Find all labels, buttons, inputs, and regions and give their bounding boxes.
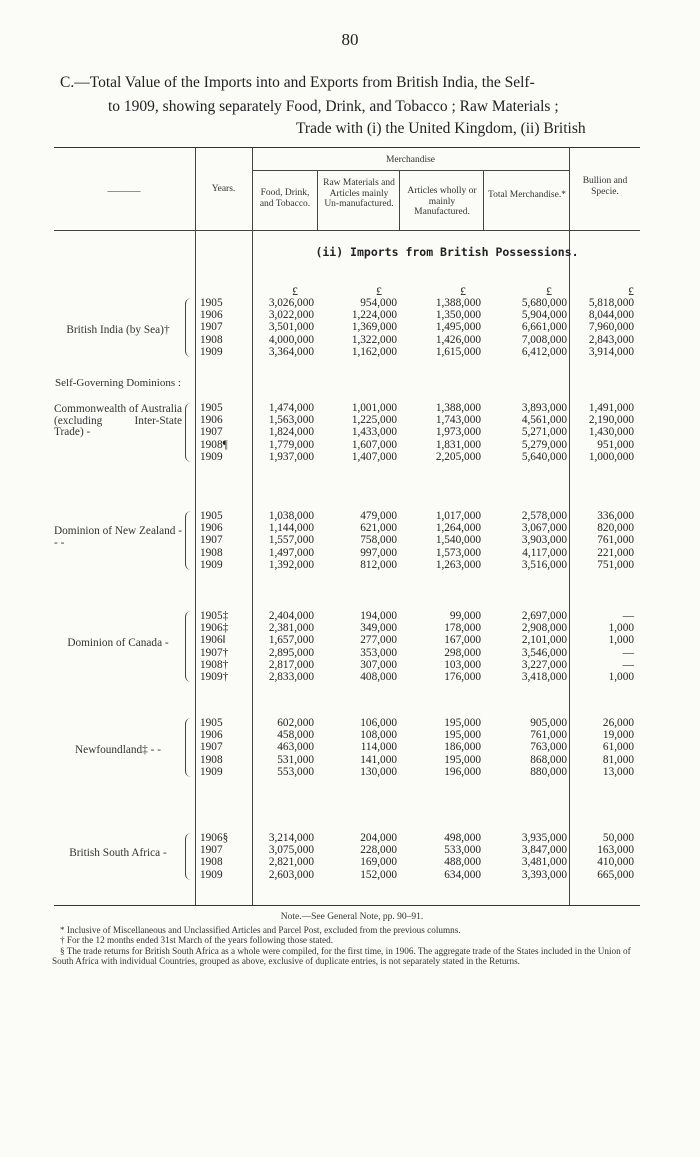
cell-total: 3,067,000 — [521, 522, 567, 535]
cell-articles: 1,263,000 — [435, 558, 481, 571]
currency-food: £ — [292, 284, 298, 298]
cell-total: 2,908,000 — [521, 622, 567, 635]
cell-articles: 634,000 — [444, 868, 481, 881]
cell-total: 905,000 — [530, 717, 567, 729]
cell-raw: 1,224,000 — [351, 309, 397, 322]
group-label: Dominion of New Zealand - - - — [54, 525, 182, 549]
cell-food: 1,563,000 — [268, 414, 314, 427]
cell-bullion: 7,960,000 — [588, 321, 634, 334]
cell-food: 1,779,000 — [268, 438, 314, 451]
cell-raw: 1,407,000 — [351, 450, 397, 463]
cell-bullion: 221,000 — [597, 546, 634, 559]
cell-food: 1,497,000 — [268, 546, 314, 559]
table-row — [54, 659, 640, 671]
cell-articles: 1,743,000 — [435, 414, 481, 427]
group-label: Dominion of Canada - — [67, 637, 169, 649]
header-merchandise: Merchandise — [385, 155, 436, 165]
cell-bullion: 163,000 — [597, 844, 634, 857]
cell-food: 553,000 — [277, 765, 314, 778]
cell-total: 4,117,000 — [522, 546, 567, 559]
currency-raw: £ — [376, 284, 382, 298]
cell-year: 1906‡ — [200, 622, 229, 635]
cell-year: 1906‖ — [200, 634, 226, 647]
cell-bullion: 820,000 — [597, 522, 634, 535]
cell-bullion: 81,000 — [602, 753, 634, 766]
cell-raw: 758,000 — [360, 534, 397, 547]
cell-bullion: 1,000 — [608, 671, 634, 683]
table-row — [54, 844, 640, 856]
cell-food: 4,000,000 — [268, 333, 314, 346]
page-number: 80 — [341, 30, 359, 49]
cell-raw: 130,000 — [360, 765, 397, 778]
cell-food: 2,821,000 — [268, 856, 314, 869]
cell-raw: 277,000 — [360, 634, 397, 647]
cell-raw: 1,001,000 — [351, 402, 397, 414]
cell-total: 2,697,000 — [521, 610, 567, 622]
cell-year: 1906 — [200, 414, 223, 427]
cell-year: 1908 — [200, 856, 223, 869]
general-note: Note.—See General Note, pp. 90–91. — [280, 912, 424, 922]
title-line-3: Trade with (i) the United Kingdom, (ii) British — [296, 120, 586, 137]
table-row — [54, 856, 640, 868]
cell-total: 3,393,000 — [521, 868, 567, 881]
cell-raw: 1,162,000 — [351, 345, 397, 358]
cell-raw: 1,607,000 — [351, 438, 397, 451]
cell-articles: 178,000 — [444, 622, 481, 635]
cell-total: 3,418,000 — [521, 671, 567, 683]
cell-food: 3,075,000 — [268, 844, 314, 857]
cell-total: 868,000 — [530, 753, 567, 766]
cell-bullion: 13,000 — [602, 765, 634, 778]
cell-bullion: 761,000 — [597, 534, 634, 547]
cell-year: 1905 — [200, 510, 223, 522]
cell-year: 1905 — [200, 297, 223, 309]
cell-articles: 2,205,000 — [435, 450, 481, 463]
cell-total: 5,271,000 — [521, 426, 567, 439]
table-row — [54, 717, 640, 729]
currency-bullion: £ — [628, 284, 634, 298]
cell-bullion: 410,000 — [597, 856, 634, 869]
cell-articles: 1,615,000 — [435, 345, 481, 358]
imports-table — [54, 147, 640, 906]
title-line-1: C.—Total Value of the Imports into and Exports from British India, the Self- — [60, 74, 535, 91]
cell-raw: 114,000 — [360, 741, 397, 754]
cell-articles: 533,000 — [444, 844, 481, 857]
cell-year: 1906§ — [200, 832, 229, 844]
cell-bullion: — — [622, 658, 634, 671]
cell-food: 1,824,000 — [268, 426, 314, 439]
cell-total: 3,516,000 — [521, 558, 567, 571]
notes — [52, 912, 652, 967]
cell-total: 6,412,000 — [521, 345, 567, 358]
cell-articles: 103,000 — [444, 658, 481, 671]
section-title: (ii) Imports from British Possessions. — [315, 245, 579, 259]
cell-articles: 1,973,000 — [435, 426, 481, 439]
cell-total: 880,000 — [530, 765, 567, 778]
cell-food: 3,364,000 — [268, 345, 314, 358]
cell-raw: 194,000 — [360, 610, 397, 622]
table-row — [54, 414, 640, 426]
cell-total: 3,903,000 — [521, 534, 567, 547]
cell-year: 1906 — [200, 729, 223, 742]
table-row — [54, 309, 640, 321]
cell-bullion: — — [622, 646, 634, 659]
cell-raw: 621,000 — [360, 522, 397, 535]
cell-bullion: 61,000 — [602, 741, 634, 754]
table-row — [54, 547, 640, 559]
cell-food: 2,895,000 — [268, 646, 314, 659]
rule-food — [317, 170, 318, 230]
group-label: Commonwealth of Australia (excluding Inter-State Trade) - — [54, 403, 183, 438]
table-row — [54, 451, 640, 463]
cell-articles: 1,388,000 — [435, 297, 481, 309]
cell-raw: 204,000 — [360, 832, 397, 844]
cell-food: 2,381,000 — [268, 622, 314, 635]
cell-total: 3,935,000 — [521, 832, 567, 844]
cell-year: 1907 — [200, 321, 223, 334]
cell-year: 1905 — [200, 402, 223, 414]
cell-raw: 152,000 — [360, 868, 397, 881]
cell-bullion: 336,000 — [597, 510, 634, 522]
cell-bullion: 5,818,000 — [588, 297, 634, 309]
footnote-section: § The trade returns for British South Africa as a whole were compiled, for the first time, in 1906. The aggregate trade of the States included in the Union of South Africa with individual Countries, grouped as above, exclusive of duplicate entries, is not separately stated in the Returns. — [52, 945, 631, 966]
table-row — [54, 610, 640, 622]
cell-food: 531,000 — [277, 753, 314, 766]
cell-food: 2,833,000 — [268, 671, 314, 683]
cell-raw: 997,000 — [360, 546, 397, 559]
cell-raw: 1,369,000 — [351, 321, 397, 334]
cell-articles: 99,000 — [449, 610, 481, 622]
cell-articles: 1,831,000 — [435, 438, 481, 451]
cell-total: 5,680,000 — [521, 297, 567, 309]
group-label: British South Africa - — [69, 847, 167, 859]
cell-year: 1909† — [200, 671, 229, 683]
table-row — [54, 402, 640, 414]
cell-food: 2,603,000 — [268, 868, 314, 881]
table-row — [54, 671, 640, 683]
currency-total: £ — [546, 284, 552, 298]
cell-food: 3,501,000 — [268, 321, 314, 334]
cell-total: 3,847,000 — [521, 844, 567, 857]
rule-header-bottom — [54, 230, 640, 231]
table-row — [54, 439, 640, 451]
table-row — [54, 622, 640, 634]
cell-articles: 1,495,000 — [435, 321, 481, 334]
cell-bullion: 1,000 — [608, 622, 634, 635]
cell-year: 1909 — [200, 868, 223, 881]
cell-raw: 106,000 — [360, 717, 397, 729]
header-years: Years. — [211, 184, 236, 194]
cell-food: 1,657,000 — [268, 634, 314, 647]
cell-food: 1,937,000 — [268, 450, 314, 463]
cell-total: 3,481,000 — [521, 856, 567, 869]
currency-articles: £ — [460, 284, 466, 298]
cell-year: 1909 — [200, 558, 223, 571]
cell-articles: 195,000 — [444, 717, 481, 729]
header-bullion: Bullion and Specie. — [582, 176, 628, 197]
table-row — [54, 321, 640, 333]
cell-food: 3,026,000 — [268, 297, 314, 309]
cell-articles: 1,264,000 — [435, 522, 481, 535]
cell-year: 1908 — [200, 333, 223, 346]
cell-food: 3,214,000 — [268, 832, 314, 844]
cell-articles: 1,017,000 — [435, 510, 481, 522]
cell-year: 1905 — [200, 717, 223, 729]
cell-year: 1905‡ — [200, 610, 229, 622]
header-articles: Articles wholly or mainly Manufactured. — [407, 186, 477, 217]
cell-total: 3,227,000 — [521, 658, 567, 671]
table-row — [54, 741, 640, 753]
cell-bullion: — — [622, 610, 634, 622]
cell-food: 458,000 — [277, 729, 314, 742]
cell-raw: 1,225,000 — [351, 414, 397, 427]
cell-bullion: 2,190,000 — [588, 414, 634, 427]
cell-raw: 812,000 — [360, 558, 397, 571]
cell-raw: 1,433,000 — [351, 426, 397, 439]
cell-bullion: 50,000 — [602, 832, 634, 844]
cell-articles: 195,000 — [444, 729, 481, 742]
cell-articles: 1,573,000 — [435, 546, 481, 559]
footnote-star: * Inclusive of Miscellaneous and Unclassified Articles and Parcel Post, excluded from the previous columns. — [60, 924, 461, 935]
cell-articles: 298,000 — [444, 646, 481, 659]
table-row — [54, 510, 640, 522]
table-row — [54, 522, 640, 534]
cell-total: 6,661,000 — [521, 321, 567, 334]
table-row — [54, 426, 640, 438]
cell-articles: 1,388,000 — [435, 402, 481, 414]
cell-total: 2,578,000 — [521, 510, 567, 522]
cell-year: 1906 — [200, 522, 223, 535]
self-governing-label: Self-Governing Dominions : — [55, 377, 181, 389]
cell-total: 3,893,000 — [521, 402, 567, 414]
cell-total: 5,640,000 — [521, 450, 567, 463]
cell-year: 1907 — [200, 844, 223, 857]
cell-articles: 176,000 — [444, 671, 481, 683]
cell-year: 1907 — [200, 426, 223, 439]
cell-raw: 228,000 — [360, 844, 397, 857]
cell-bullion: 3,914,000 — [588, 345, 634, 358]
cell-year: 1908 — [200, 753, 223, 766]
cell-raw: 141,000 — [360, 753, 397, 766]
table-row — [54, 559, 640, 571]
cell-articles: 488,000 — [444, 856, 481, 869]
rule-articles — [483, 170, 484, 230]
cell-food: 3,022,000 — [268, 309, 314, 322]
table-row — [54, 534, 640, 546]
cell-articles: 1,350,000 — [435, 309, 481, 322]
cell-bullion: 26,000 — [602, 717, 634, 729]
cell-articles: 196,000 — [444, 765, 481, 778]
cell-articles: 1,426,000 — [435, 333, 481, 346]
cell-raw: 479,000 — [360, 510, 397, 522]
table-row — [54, 766, 640, 778]
cell-food: 1,557,000 — [268, 534, 314, 547]
cell-year: 1909 — [200, 765, 223, 778]
cell-food: 1,144,000 — [268, 522, 314, 535]
cell-food: 1,038,000 — [268, 510, 314, 522]
table-row — [54, 346, 640, 358]
cell-food: 2,404,000 — [268, 610, 314, 622]
header-total: Total Merchandise.* — [488, 190, 566, 200]
cell-year: 1907 — [200, 534, 223, 547]
cell-year: 1908 — [200, 546, 223, 559]
table-row — [54, 832, 640, 844]
table-row — [54, 334, 640, 346]
cell-food: 2,817,000 — [268, 658, 314, 671]
cell-total: 4,561,000 — [521, 414, 567, 427]
cell-raw: 108,000 — [360, 729, 397, 742]
cell-bullion: 19,000 — [602, 729, 634, 742]
header-label-col: ——— — [107, 185, 141, 197]
cell-articles: 498,000 — [444, 832, 481, 844]
group-label: British India (by Sea)† — [66, 324, 170, 336]
header-food: Food, Drink, and Tobacco. — [259, 188, 311, 209]
cell-food: 1,392,000 — [268, 558, 314, 571]
cell-raw: 408,000 — [360, 671, 397, 683]
rule-raw — [399, 170, 400, 230]
cell-year: 1907 — [200, 741, 223, 754]
rule-merch-under — [252, 170, 569, 171]
table-row — [54, 297, 640, 309]
cell-year: 1909 — [200, 345, 223, 358]
table-row — [54, 729, 640, 741]
cell-bullion: 951,000 — [597, 438, 634, 451]
cell-raw: 954,000 — [360, 297, 397, 309]
group-label: Newfoundland‡ - - — [75, 744, 161, 756]
cell-total: 763,000 — [530, 741, 567, 754]
cell-total: 5,904,000 — [521, 309, 567, 322]
footnote-dagger: † For the 12 months ended 31st March of the years following those stated. — [60, 935, 334, 945]
table-row — [54, 634, 640, 646]
cell-total: 2,101,000 — [521, 634, 567, 647]
cell-articles: 186,000 — [444, 741, 481, 754]
cell-total: 7,008,000 — [521, 333, 567, 346]
cell-bullion: 1,000,000 — [588, 450, 634, 463]
cell-raw: 169,000 — [360, 856, 397, 869]
cell-articles: 1,540,000 — [435, 534, 481, 547]
cell-total: 761,000 — [530, 729, 567, 742]
cell-food: 602,000 — [277, 717, 314, 729]
cell-bullion: 1,000 — [608, 634, 634, 647]
cell-bullion: 1,491,000 — [588, 402, 634, 414]
cell-bullion: 2,843,000 — [588, 333, 634, 346]
cell-articles: 167,000 — [444, 634, 481, 647]
cell-year: 1906 — [200, 309, 223, 322]
table-row — [54, 754, 640, 766]
cell-raw: 307,000 — [360, 658, 397, 671]
cell-total: 3,546,000 — [521, 646, 567, 659]
cell-year: 1909 — [200, 450, 223, 463]
table-row — [54, 869, 640, 881]
cell-food: 1,474,000 — [268, 402, 314, 414]
cell-raw: 349,000 — [360, 622, 397, 635]
cell-bullion: 751,000 — [597, 558, 634, 571]
title-line-2: to 1909, showing separately Food, Drink, and Tobacco ; Raw Materials ; — [108, 98, 559, 115]
cell-year: 1908† — [200, 658, 229, 671]
cell-year: 1908¶ — [200, 438, 228, 451]
table-row — [54, 647, 640, 659]
cell-raw: 353,000 — [360, 646, 397, 659]
header-raw: Raw Materials and Articles mainly Un-manufactured. — [323, 178, 395, 209]
cell-food: 463,000 — [277, 741, 314, 754]
cell-bullion: 665,000 — [597, 868, 634, 881]
cell-bullion: 8,044,000 — [588, 309, 634, 322]
cell-articles: 195,000 — [444, 753, 481, 766]
cell-bullion: 1,430,000 — [588, 426, 634, 439]
cell-year: 1907† — [200, 646, 229, 659]
cell-raw: 1,322,000 — [351, 333, 397, 346]
cell-total: 5,279,000 — [521, 438, 567, 451]
